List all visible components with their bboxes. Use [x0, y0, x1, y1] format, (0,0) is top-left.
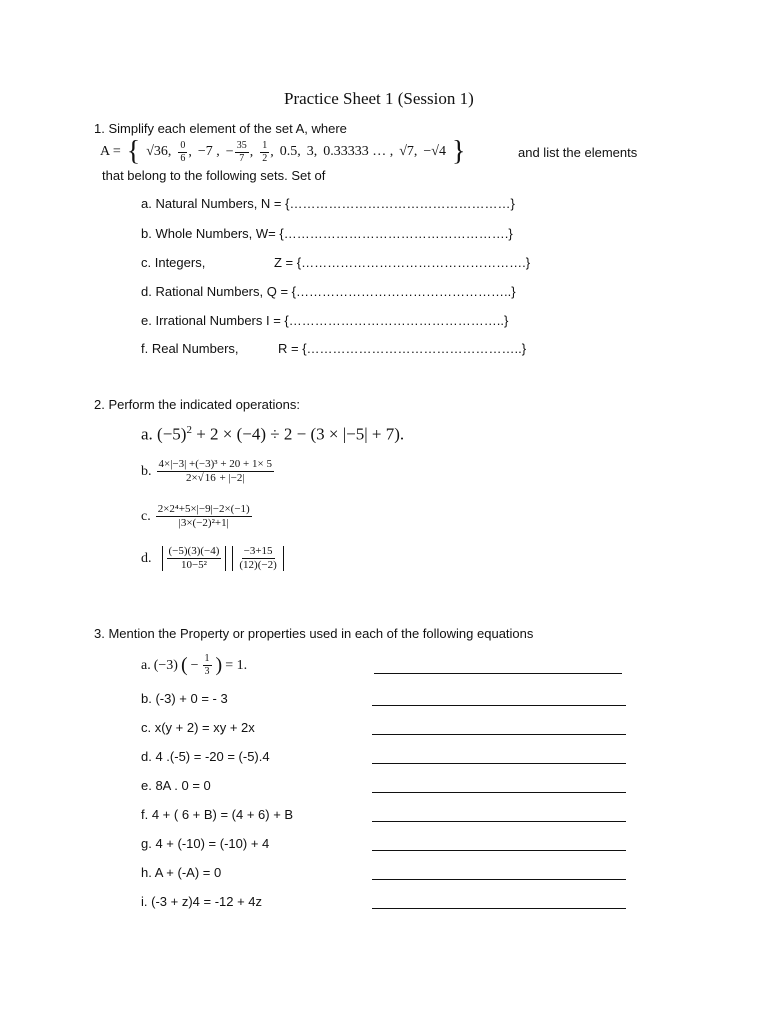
answer-blank: {……………………………………………} — [285, 196, 515, 211]
answer-blank: {…………………………………………..} — [302, 341, 527, 356]
answer-blank: {…………………………………………..} — [291, 284, 516, 299]
q1-item-integers-blank — [274, 255, 530, 270]
q1-tail: and list the elements — [518, 145, 638, 160]
q3-item-a — [141, 654, 247, 677]
set-element-10: −√4 — [423, 144, 446, 159]
open-brace: { — [126, 136, 141, 167]
item-label: a. — [141, 657, 151, 673]
set-element-2: $\frac{0}{6}$ , — [180, 139, 192, 164]
fraction — [156, 504, 252, 529]
numerator: 2×2⁴+5×|−9|−2×(−1) — [157, 503, 250, 515]
set-element-6: 0.5, — [279, 144, 301, 159]
minus-sign: − — [190, 657, 199, 673]
q3-item-i: i. (-3 + z)4 = -12 + 4z — [141, 894, 263, 909]
set-element-5: $\frac{1}{2}$ , — [262, 139, 274, 164]
answer-line-a[interactable] — [374, 673, 622, 674]
q3-item-h: h. A + (-A) = 0 — [141, 865, 222, 880]
answer-blank: {…………………………………………….} — [296, 255, 531, 270]
q3-item-f: f. 4 + ( 6 + B) = (4 + 6) + B — [141, 807, 294, 822]
set-symbol: Z = — [274, 255, 297, 270]
set-element-4: − $\frac{35}{7}$ , — [225, 139, 254, 164]
set-element-9: √7, — [399, 144, 418, 159]
q1-item-real — [141, 341, 239, 356]
fraction — [157, 459, 274, 484]
set-element-3: −7 , — [197, 144, 220, 159]
numerator: 1 — [204, 653, 210, 664]
answer-line-f[interactable] — [372, 821, 626, 822]
denominator: 3 — [204, 666, 210, 677]
answer-line-h[interactable] — [372, 879, 626, 880]
q2-item-b — [141, 459, 275, 484]
denominator: 2×√16 + |−2| — [185, 472, 245, 484]
answer-blank: {…………………………………………..} — [284, 313, 509, 328]
item-label: c. Integers, — [141, 255, 206, 270]
item-label: f. Real Numbers, — [141, 341, 239, 356]
expression: = 1. — [225, 657, 248, 673]
q1-item-whole — [141, 226, 513, 241]
item-label: d. Rational Numbers, Q = — [141, 284, 292, 299]
q2-heading: 2. Perform the indicated operations: — [94, 397, 300, 412]
set-element-1: √36, — [146, 144, 172, 159]
set-symbol: R = — [278, 341, 303, 356]
set-element-8: 0.33333 … , — [323, 144, 394, 159]
item-label: e. Irrational Numbers I = — [141, 313, 285, 328]
q1-item-natural — [141, 196, 515, 211]
q3-heading: 3. Mention the Property or properties used in each of the following equations — [94, 626, 534, 641]
item-label: c. — [141, 508, 151, 524]
set-element-7: 3, — [306, 144, 318, 159]
close-paren: ) — [215, 654, 223, 676]
answer-line-c[interactable] — [372, 734, 626, 735]
answer-line-g[interactable] — [372, 850, 626, 851]
q2-item-a — [141, 424, 404, 445]
q3-item-c: c. x(y + 2) = xy + 2x — [141, 720, 255, 735]
expression: (−3) — [153, 657, 178, 673]
fraction — [167, 546, 222, 571]
q1-subheading: that belong to the following sets. Set of — [102, 168, 326, 183]
item-label: a. Natural Numbers, N = — [141, 196, 286, 211]
item-label: d. — [141, 550, 152, 566]
fraction — [237, 546, 278, 571]
q3-item-e: e. 8A . 0 = 0 — [141, 778, 211, 793]
set-a-definition — [100, 138, 465, 166]
numerator: −3+15 — [243, 545, 273, 557]
q1-item-integers — [141, 255, 205, 270]
numerator: (−5)(3)(−4) — [168, 545, 220, 557]
q3-item-b: b. (-3) + 0 = - 3 — [141, 691, 228, 706]
denominator: 10−5² — [180, 559, 207, 571]
set-a-label: A = — [100, 144, 121, 159]
fraction — [203, 654, 212, 677]
item-label: b. Whole Numbers, W= — [141, 226, 280, 241]
item-label: b. — [141, 463, 152, 479]
exponent: 2 — [186, 424, 192, 436]
answer-line-d[interactable] — [372, 763, 626, 764]
answer-line-e[interactable] — [372, 792, 626, 793]
item-label: a. — [141, 424, 153, 444]
answer-blank: {…………………………………………….} — [279, 226, 513, 241]
denominator: |3×(−2)²+1| — [178, 517, 229, 529]
answer-line-i[interactable] — [372, 908, 626, 909]
q1-heading: 1. Simplify each element of the set A, where — [94, 121, 347, 136]
expression: (−5) — [157, 424, 187, 444]
page-title: Practice Sheet 1 (Session 1) — [284, 89, 474, 108]
q1-item-real-blank — [278, 341, 526, 356]
numerator: 4×|−3| +(−3)³ + 20 + 1× 5 — [158, 458, 272, 470]
q1-item-irrational — [141, 313, 508, 328]
expression: + 2 × (−4) ÷ 2 − (3 × |−5| + 7). — [191, 424, 405, 444]
q2-item-c — [141, 504, 253, 529]
absolute-value-bars — [162, 546, 227, 571]
open-paren: ( — [180, 654, 188, 676]
close-brace: } — [451, 136, 466, 167]
q2-item-d — [141, 546, 284, 571]
q3-item-g: g. 4 + (-10) = (-10) + 4 — [141, 836, 270, 851]
square-brackets — [232, 546, 283, 571]
answer-line-b[interactable] — [372, 705, 626, 706]
q3-item-d: d. 4 .(-5) = -20 = (-5).4 — [141, 749, 270, 764]
denominator: (12)(−2) — [239, 559, 277, 571]
q1-item-rational — [141, 284, 516, 299]
